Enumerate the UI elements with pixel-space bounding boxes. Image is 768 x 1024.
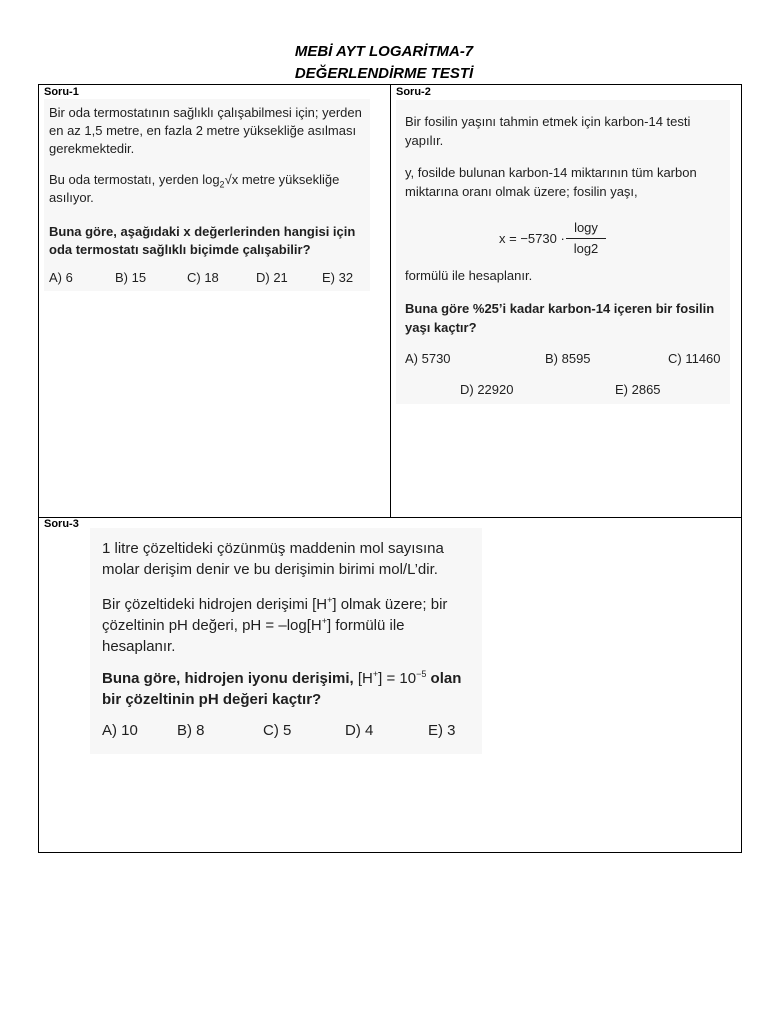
q1-question: Buna göre, aşağıdaki x değerlerinden hangisi için oda termostatı sağlıklı biçimde çalışabilir? xyxy=(49,224,356,257)
q3-options xyxy=(102,720,472,741)
q3-question-part-d: olan bir çözeltinin pH değeri kaçtır? xyxy=(102,670,462,708)
q2-option-d[interactable]: D) 22920 xyxy=(460,382,514,397)
q2-option-a[interactable]: A) 5730 xyxy=(405,351,451,366)
q1-p2-end: metre yüksekliğe asılıyor. xyxy=(49,172,340,205)
question-3-label: Soru-3 xyxy=(44,518,79,530)
q1-option-b[interactable]: B) 15 xyxy=(115,270,147,285)
q3-h-ion: [H xyxy=(357,670,373,687)
question-2-label: Soru-2 xyxy=(396,86,431,98)
q1-paragraph-1: Bir oda termostatının sağlıklı çalışabilmesi için; yerden en az 1,5 metre, en fazla 2 metre yüksekliğe asılması gerekmektedir. xyxy=(49,105,362,156)
q2-paragraph-2: y, fosilde bulunan karbon-14 miktarının tüm karbon miktarına oranı olmak üzere; fosilin yaşı, xyxy=(405,165,697,199)
q1-p2-start: Bu oda termostatı, yerden log xyxy=(49,172,220,187)
q3-p2-part-b: ] olmak üzere; bir çözeltinin pH değeri, pH = –log[H xyxy=(102,596,448,634)
q1-option-e[interactable]: E) 32 xyxy=(322,270,354,285)
row-divider xyxy=(39,517,741,518)
q1-options xyxy=(49,269,367,287)
q3-question-sup-1: + xyxy=(372,669,379,679)
q2-formula-numerator: logy xyxy=(574,220,598,235)
q1-root-x: √x xyxy=(224,172,239,187)
q1-option-c[interactable]: C) 18 xyxy=(187,270,219,285)
q2-question: Buna göre %25’i kadar karbon-14 içeren bir fosilin yaşı kaçtır? xyxy=(405,301,715,335)
question-1-label: Soru-1 xyxy=(44,86,79,98)
q3-p2-part-c: ] formülü ile hesaplanır. xyxy=(102,617,405,655)
q3-paragraph-2 xyxy=(102,594,482,657)
q3-p2-sup-1: + xyxy=(327,595,333,605)
q2-formula-denominator: log2 xyxy=(573,241,599,256)
q1-paragraph-2 xyxy=(49,171,367,207)
q2-option-c[interactable]: C) 11460 xyxy=(668,351,721,366)
q1-log-base: 2 xyxy=(219,179,225,190)
q3-paragraph-1: 1 litre çözeltideki çözünmüş maddenin mol sayısına molar derişim denir ve bu derişimin birimi mol/L’dir. xyxy=(102,540,444,578)
q3-p2-sup-2: + xyxy=(321,616,327,626)
q1-option-d[interactable]: D) 21 xyxy=(256,270,288,285)
q3-question xyxy=(102,668,482,710)
question-1-content xyxy=(44,99,370,291)
q2-option-b[interactable]: B) 8595 xyxy=(545,351,591,366)
q3-question-part-a: Buna göre, hidrojen iyonu derişimi, xyxy=(102,670,358,687)
q3-option-b[interactable]: B) 8 xyxy=(177,722,205,739)
q3-equals-ten: ] = 10 xyxy=(378,670,417,687)
q3-option-d[interactable]: D) 4 xyxy=(345,722,374,739)
column-divider xyxy=(390,85,391,517)
q2-paragraph-3: formülü ile hesaplanır. xyxy=(405,268,533,283)
question-2-content xyxy=(396,100,730,404)
test-title-line1: MEBİ AYT LOGARİTMA-7 xyxy=(294,43,474,60)
test-title-line2: DEĞERLENDİRME TESTİ xyxy=(294,65,474,82)
q2-paragraph-1: Bir fosilin yaşını tahmin etmek için karbon-14 testi yapılır. xyxy=(405,114,691,148)
q2-option-e[interactable]: E) 2865 xyxy=(615,382,661,397)
q3-option-a[interactable]: A) 10 xyxy=(102,722,138,739)
q3-p2-part-a: Bir çözeltideki hidrojen derişimi [H xyxy=(102,596,328,613)
question-3-content xyxy=(90,528,482,754)
q3-exponent: −5 xyxy=(416,669,427,679)
q1-option-a[interactable]: A) 6 xyxy=(49,270,73,285)
q2-formula xyxy=(499,218,609,258)
q3-option-c[interactable]: C) 5 xyxy=(263,722,292,739)
q2-formula-lhs: x = −5730 · xyxy=(499,231,565,246)
q3-option-e[interactable]: E) 3 xyxy=(428,722,456,739)
